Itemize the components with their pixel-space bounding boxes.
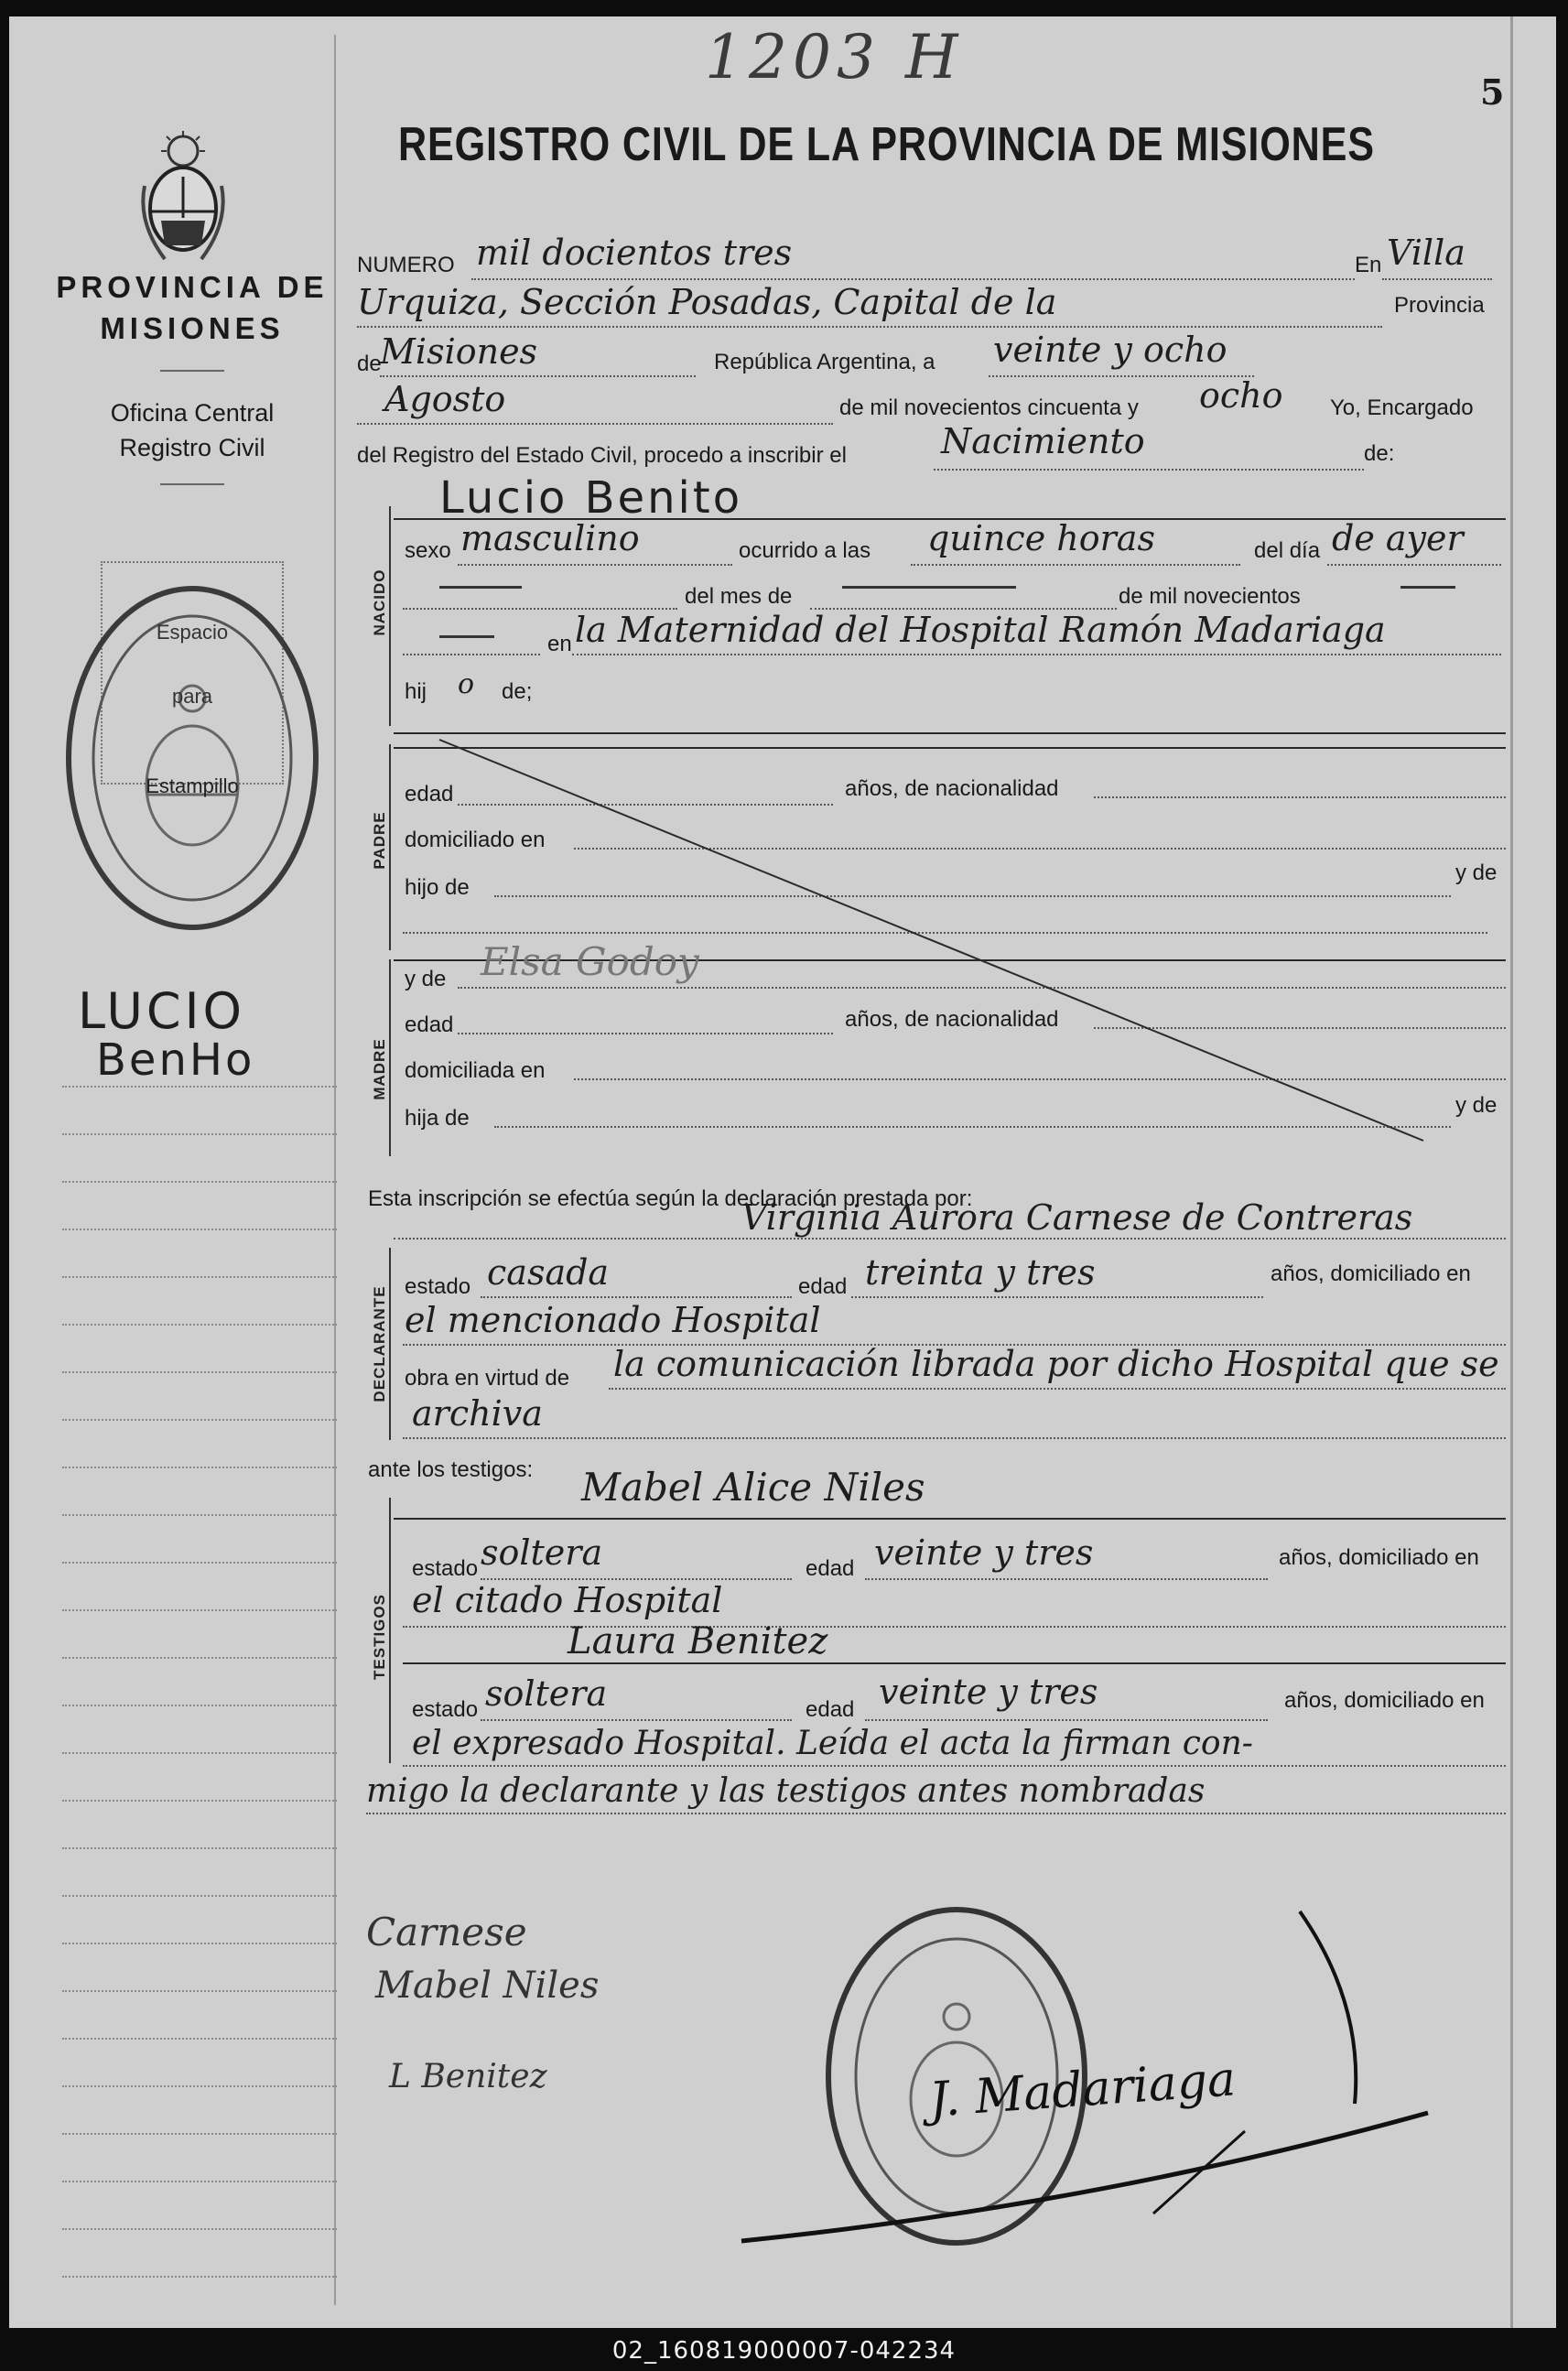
- margin-ruled-line: [62, 2276, 337, 2278]
- place-value: Urquiza, Sección Posadas, Capital de la: [357, 282, 1057, 322]
- t1-anos-label: años, domiciliado en: [1279, 1545, 1479, 1570]
- margin-ruled-line: [62, 1371, 337, 1373]
- signature-witness-1: Mabel Niles: [375, 1965, 600, 2007]
- signature-witness-2: L Benitez: [389, 2058, 547, 2095]
- margin-ruled-line: [62, 2181, 337, 2182]
- madre-edad-label: edad: [405, 1012, 454, 1037]
- decl-obra-value: la comunicación librada por dicho Hospital que se: [613, 1344, 1499, 1384]
- de-label: de: [357, 352, 382, 376]
- margin-ruled-line: [62, 1514, 337, 1516]
- testigos-label: TESTIGOS: [371, 1594, 388, 1680]
- registro-label: del Registro del Estado Civil, procedo a inscribir el: [357, 443, 847, 468]
- margin-name: LUCIO: [78, 982, 246, 1040]
- t1-edad-value: veinte y tres: [874, 1532, 1094, 1573]
- decl-obra-label: obra en virtud de: [405, 1366, 570, 1391]
- margin-ruled-line: [62, 1847, 337, 1849]
- t1-domicilio-value: el citado Hospital: [412, 1580, 723, 1620]
- padre-anos-label: años, de nacionalidad: [845, 776, 1059, 801]
- testigos-intro: ante los testigos:: [368, 1457, 534, 1482]
- margin-ruled-line: [62, 1990, 337, 1992]
- madre-hija-label: hija de: [405, 1106, 470, 1131]
- t2-estado-label: estado: [412, 1697, 479, 1722]
- declarante-bracket: [389, 1248, 391, 1440]
- en-label-2: en: [547, 632, 572, 656]
- margin-ruled-line: [62, 1419, 337, 1421]
- madre-anos-label: años, de nacionalidad: [845, 1007, 1059, 1032]
- decl-anos-label: años, domiciliado en: [1271, 1261, 1471, 1286]
- signature-declarante: Carnese: [366, 1910, 527, 1954]
- en-value: Villa: [1387, 233, 1465, 273]
- t2-name-line: [403, 1662, 1506, 1664]
- padre-hijo-label: hijo de: [405, 875, 470, 900]
- province-heading: PROVINCIA DE: [56, 270, 329, 304]
- t2-domicilio-line: [403, 1765, 1506, 1767]
- stamp-space-label-3: Estampillo: [146, 774, 239, 797]
- padre-edad-label: edad: [405, 782, 454, 807]
- decl-estado-value: casada: [487, 1252, 610, 1293]
- declarante-name-line: [394, 1238, 1506, 1240]
- t1-name-line: [394, 1518, 1506, 1520]
- mil-label: de mil novecientos: [1119, 584, 1301, 609]
- padre-domicilio-label: domiciliado en: [405, 828, 546, 852]
- t2-domicilio-value: el expresado Hospital. Leída el acta la firman con-: [412, 1725, 1253, 1762]
- margin-ruled-line: [62, 1943, 337, 1944]
- margin-ruled-line: [62, 1657, 337, 1659]
- decl-estado-label: estado: [405, 1274, 471, 1299]
- decl-edad-value: treinta y tres: [865, 1252, 1096, 1293]
- decl-obra-value-2: archiva: [412, 1393, 543, 1434]
- t2-name: Laura Benitez: [568, 1620, 828, 1662]
- decl-edad-line: [851, 1296, 1263, 1298]
- sexo-label: sexo: [405, 538, 451, 563]
- t2-anos-label: años, domiciliado en: [1284, 1688, 1485, 1713]
- madre-yde-label: y de: [405, 967, 447, 991]
- day-value: veinte y ocho: [993, 330, 1227, 370]
- t1-estado-label: estado: [412, 1556, 479, 1581]
- margin-ruled-line: [62, 1705, 337, 1706]
- t2-estado-value: soltera: [485, 1673, 608, 1714]
- numero-value: mil docientos tres: [476, 233, 793, 273]
- margin-ruled-line: [62, 1229, 337, 1230]
- decl-estado-line: [481, 1296, 792, 1298]
- act-type: Nacimiento: [941, 421, 1145, 461]
- testigos-bracket: [389, 1498, 391, 1763]
- lugar-value: la Maternidad del Hospital Ramón Madariaga: [575, 610, 1386, 650]
- record-number-stamp: 1203 H: [705, 22, 964, 92]
- madre-label: MADRE: [371, 1038, 388, 1100]
- margin-ruled-line: [62, 1562, 337, 1564]
- official-signature: J. Madariaga: [927, 2052, 1238, 2128]
- de-semicolon-label: de;: [502, 679, 533, 704]
- margin-ruled-line: [62, 2228, 337, 2230]
- t1-edad-line: [865, 1578, 1268, 1580]
- yo-label: Yo, Encargado: [1330, 395, 1474, 420]
- margin-ruled-line: [62, 2038, 337, 2040]
- page-number: 5: [1480, 71, 1505, 113]
- t2-edad-line: [865, 1719, 1268, 1721]
- declarante-label: DECLARANTE: [371, 1285, 388, 1402]
- t2-estado-line: [481, 1719, 792, 1721]
- margin-name-2: BenHo: [96, 1034, 255, 1086]
- cancellation-strike: [9, 16, 1556, 1207]
- closing-text: migo la declarante y las testigos antes nombradas: [366, 1772, 1206, 1810]
- decl-obra2-line: [403, 1437, 1506, 1439]
- hij-value: o: [458, 668, 475, 700]
- declarante-name: Virginia Aurora Carnese de Contreras: [741, 1197, 1413, 1238]
- numero-label: NUMERO: [357, 253, 455, 277]
- margin-ruled-line: [62, 1609, 337, 1611]
- decl-domicilio-value: el mencionado Hospital: [405, 1300, 821, 1340]
- margin-ruled-line: [62, 1467, 337, 1468]
- margin-ruled-line: [62, 1895, 337, 1897]
- t1-edad-label: edad: [806, 1556, 855, 1581]
- official-signature-flourish: [732, 1902, 1538, 2268]
- nacido-label: NACIDO: [371, 568, 388, 636]
- dia-value: de ayer: [1332, 518, 1464, 558]
- margin-ruled-line: [62, 1324, 337, 1326]
- stamp-space-label: Espacio: [156, 621, 229, 644]
- margin-ruled-line: [62, 2133, 337, 2135]
- decl-edad-label: edad: [798, 1274, 848, 1299]
- office-heading: Oficina Central: [110, 399, 275, 427]
- de-value: Misiones: [380, 331, 538, 372]
- t1-name: Mabel Alice Niles: [581, 1465, 925, 1510]
- republica-label: República Argentina, a: [714, 350, 935, 374]
- sexo-value: masculino: [460, 518, 640, 558]
- year-value: ocho: [1199, 375, 1283, 416]
- provincia-label: Provincia: [1394, 293, 1485, 318]
- margin-ruled-line: [62, 1276, 337, 1278]
- en-label: En: [1355, 253, 1382, 277]
- month-value: Agosto: [384, 379, 506, 419]
- image-id-footer: 02_160819000007-042234: [611, 2337, 957, 2365]
- stamp-space-label-2: para: [171, 685, 213, 708]
- t2-edad-value: veinte y tres: [879, 1672, 1098, 1712]
- margin-ruled-line: [62, 1800, 337, 1802]
- closing-line: [366, 1813, 1506, 1814]
- mes-label: del mes de: [685, 584, 793, 609]
- margin-ruled-line: [62, 1752, 337, 1754]
- madre-yde2-label: y de: [1455, 1093, 1498, 1118]
- declarante-intro: Esta inscripción se efectúa según la declaración prestada por:: [368, 1186, 973, 1211]
- document-page: [9, 16, 1556, 2328]
- child-name: Lucio Benito: [439, 472, 743, 524]
- padre-yde-label: y de: [1455, 861, 1498, 885]
- hora-value: quince horas: [927, 518, 1155, 558]
- ocurrido-label: ocurrido a las: [739, 538, 871, 563]
- padre-label: PADRE: [371, 811, 388, 870]
- page-title: REGISTRO CIVIL DE LA PROVINCIA DE MISIONES: [398, 118, 1375, 171]
- office-heading-2: Registro Civil: [119, 434, 265, 461]
- madre-name: Elsa Godoy: [481, 939, 699, 984]
- de2-label: de:: [1364, 441, 1395, 466]
- t1-estado-value: soltera: [481, 1532, 603, 1573]
- dia-label: del día: [1254, 538, 1321, 563]
- hij-label: hij: [405, 679, 427, 704]
- margin-ruled-line: [62, 2085, 337, 2087]
- decl-obra-line: [609, 1388, 1506, 1390]
- year-label: de mil novecientos cincuenta y: [839, 395, 1139, 420]
- t2-edad-label: edad: [806, 1697, 855, 1722]
- province-heading-2: MISIONES: [100, 311, 285, 345]
- madre-domicilio-label: domiciliada en: [405, 1058, 546, 1083]
